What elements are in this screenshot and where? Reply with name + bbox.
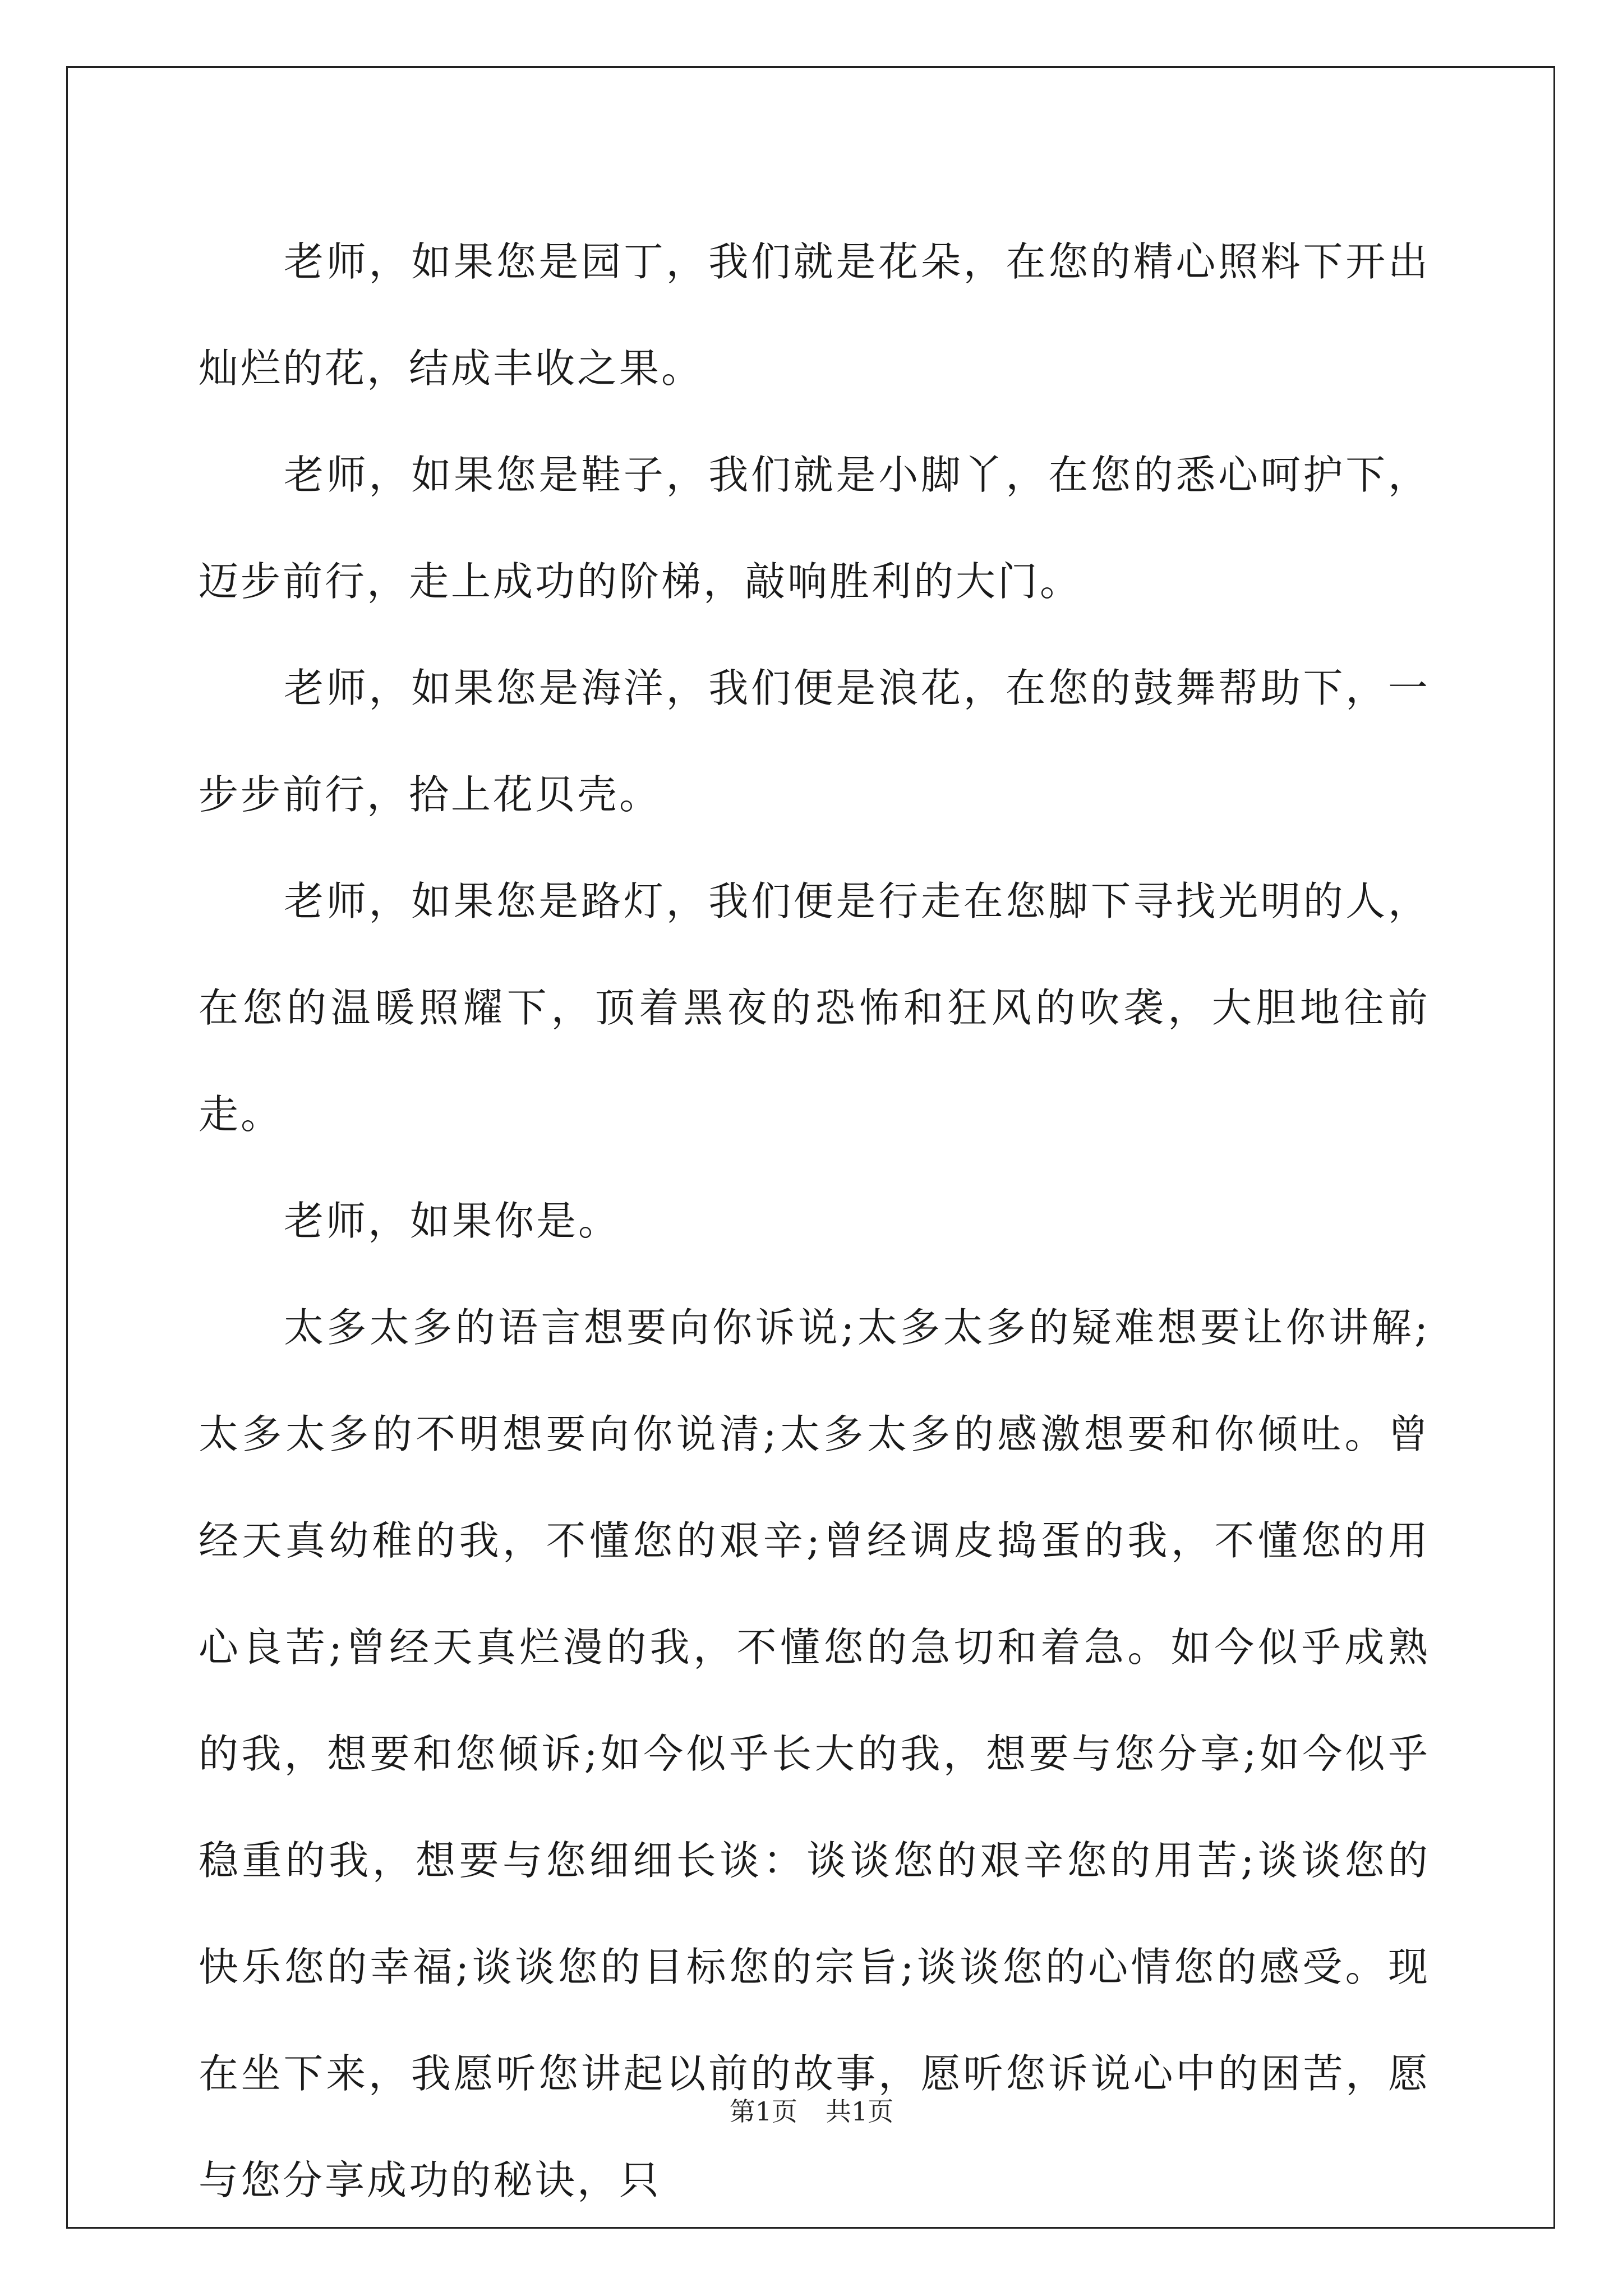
paragraph: 老师，如果你是。 (284, 1198, 621, 1244)
paragraph: 老师，如果您是园丁，我们就是花朵，在您的精心照料下开出灿烂的花，结成丰收之果。 (199, 238, 1430, 392)
paragraph: 老师，如果您是鞋子，我们就是小脚丫，在您的悉心呵护下，迈步前行，走上成功的阶梯，敲响胜利的大门。 (199, 452, 1430, 605)
page-number-current: 第1页 (729, 2096, 797, 2127)
page-footer (0, 2095, 1623, 2128)
paragraph: 老师，如果您是海洋，我们便是浪花，在您的鼓舞帮助下，一步步前行，拾上花贝壳。 (199, 665, 1430, 818)
paragraph: 太多太多的语言想要向你诉说;太多太多的疑难想要让你讲解;太多太多的不明想要向你说清;太多太多的感激想要和你倾吐。曾经天真幼稚的我，不懂您的艰辛;曾经调皮捣蛋的我，不懂您的用心良苦;曾经天真烂漫的我，不懂您的急切和着急。如今似乎成熟的我，想要和您倾诉;如今似乎长大的我，想要与您分享;如今似乎稳重的我，想要与您细细长谈：谈谈您的艰辛您的用苦;谈谈您的快乐您的幸福;谈谈您的目标您的宗旨;谈谈您的心情您的感受。现在坐下来，我愿听您讲起以前的故事，愿听您诉说心中的困苦，愿与您分享成功的秘诀，只 (199, 1304, 1430, 2203)
paragraph: 老师，如果您是路灯，我们便是行走在您脚下寻找光明的人，在您的温暖照耀下，顶着黑夜的恐怖和狂风的吹袭，大胆地往前走。 (199, 878, 1430, 1138)
page-number-total: 共1页 (826, 2096, 894, 2127)
document-body (199, 209, 1430, 2234)
